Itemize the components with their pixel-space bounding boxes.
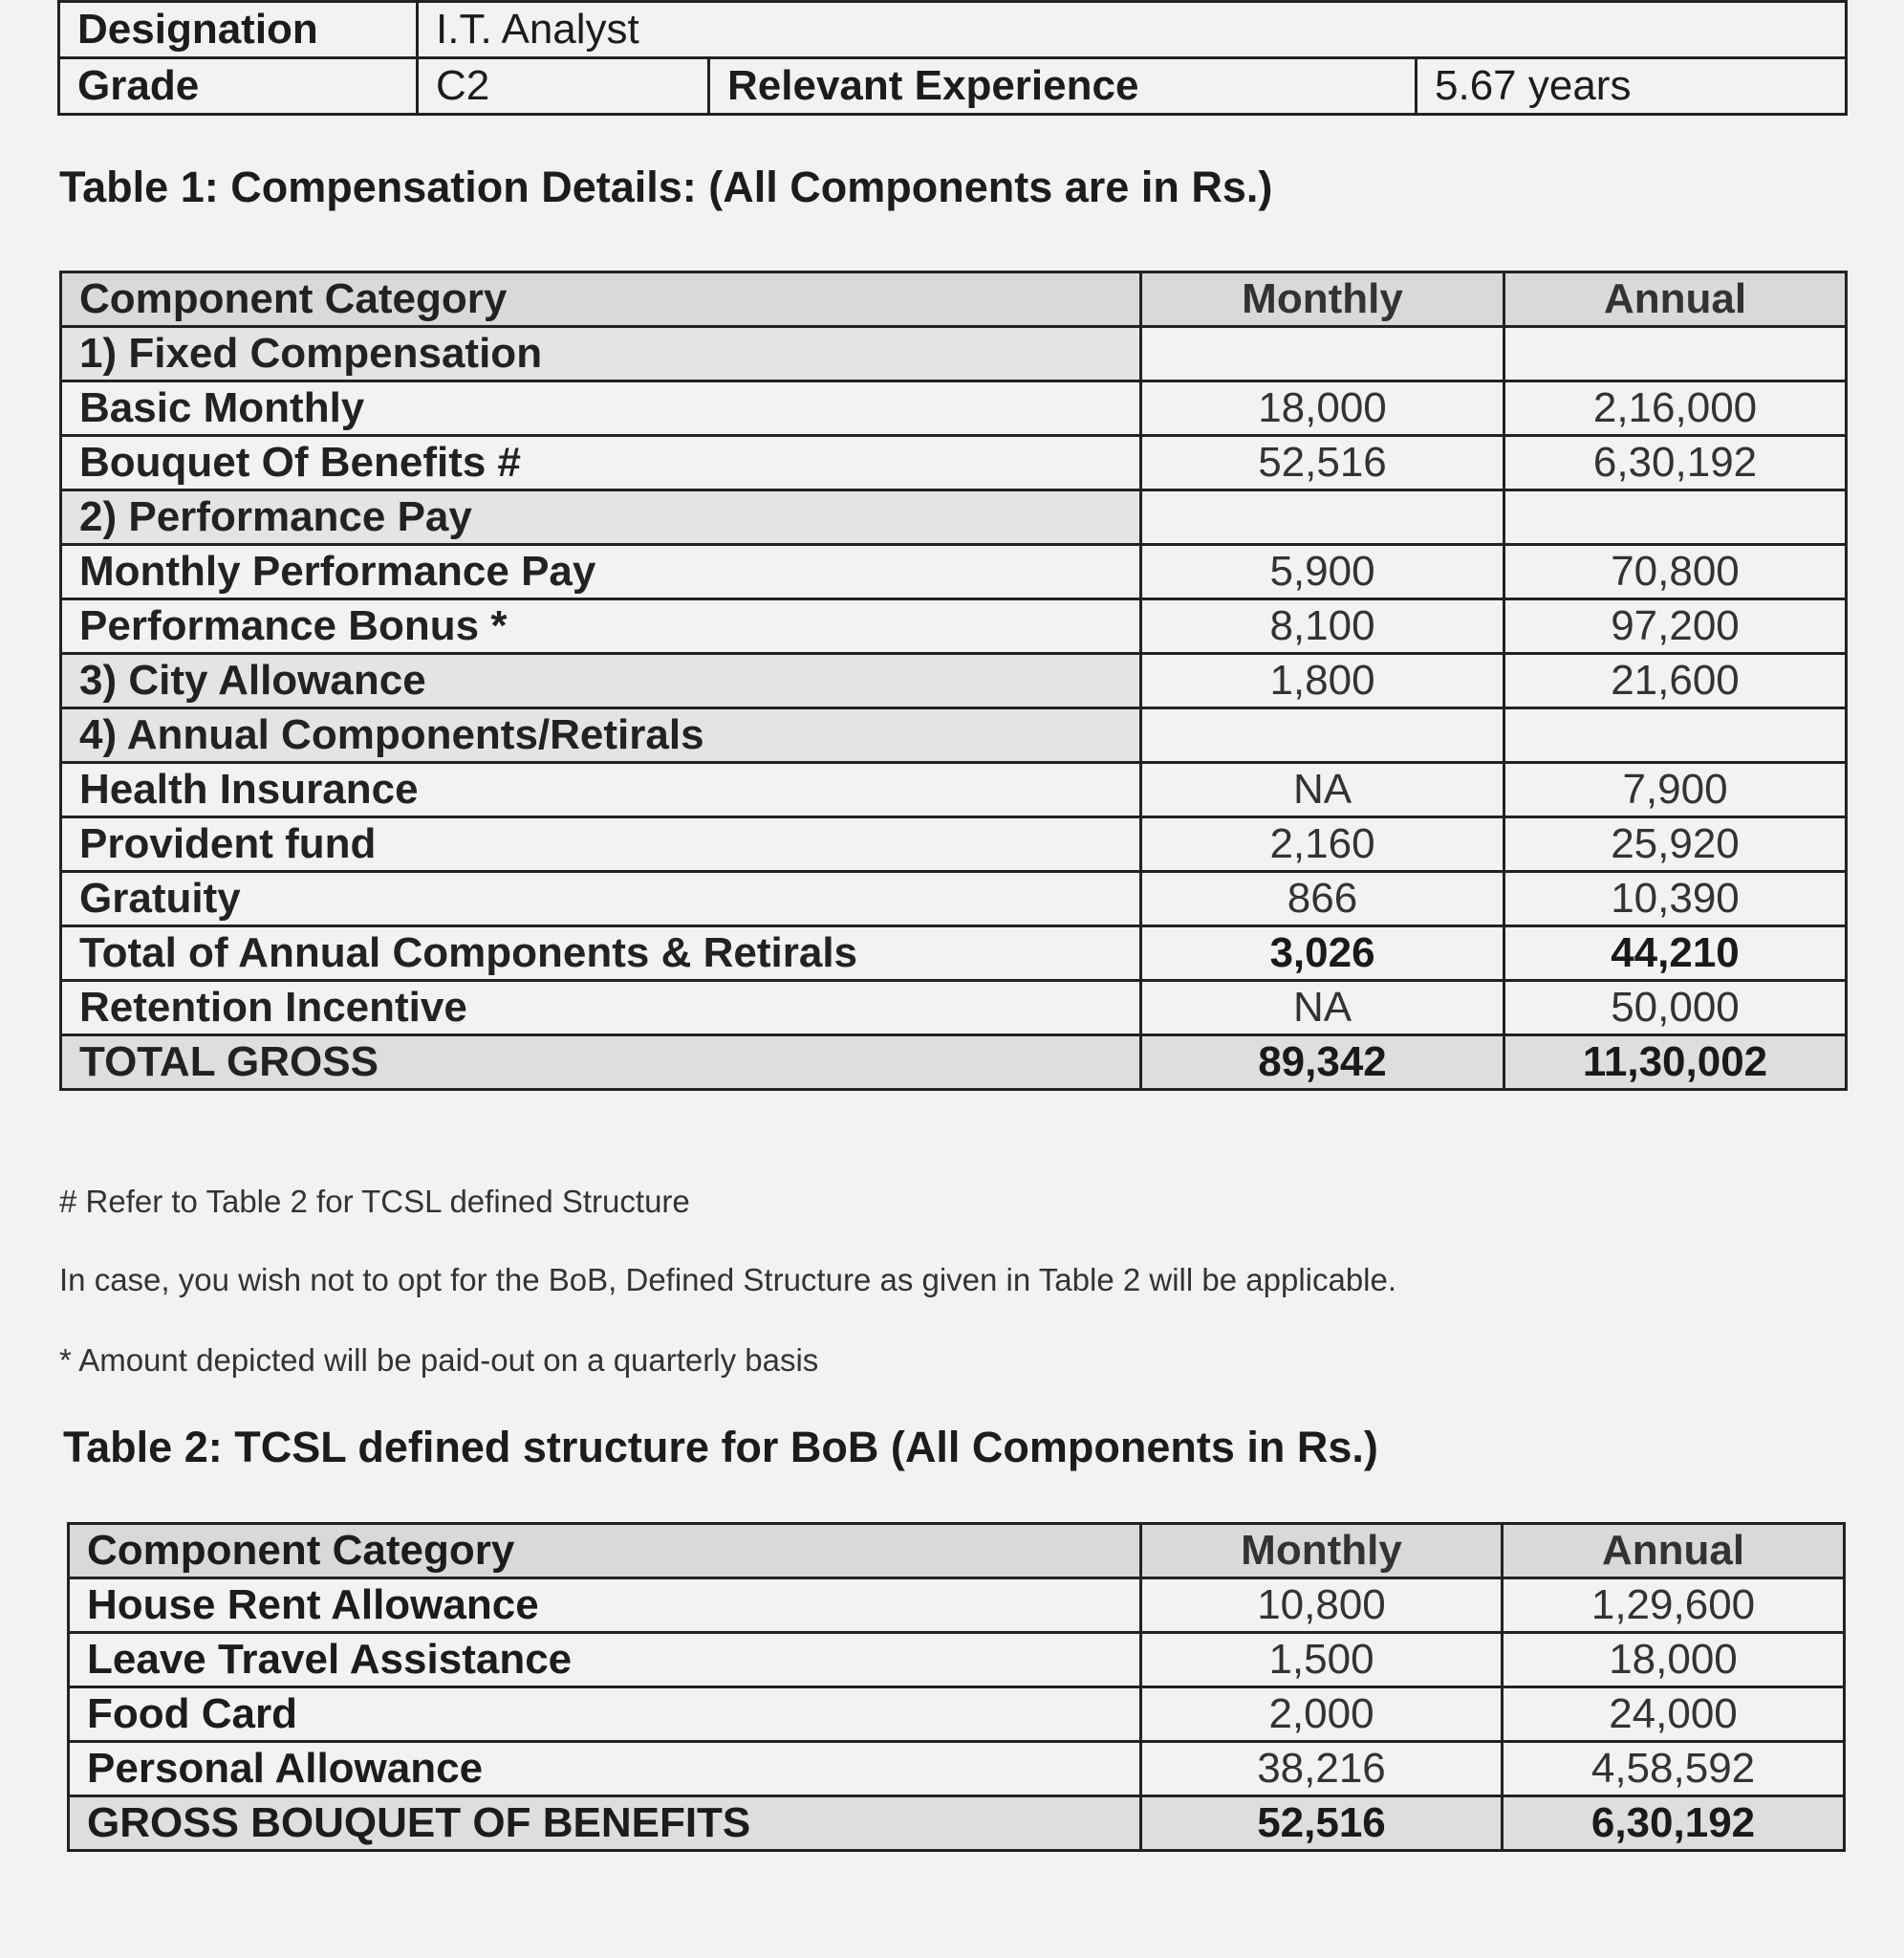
row-category: Gratuity <box>61 872 1141 926</box>
designation-label: Designation <box>59 2 418 58</box>
row-monthly: 18,000 <box>1141 381 1504 436</box>
footnote-refer: # Refer to Table 2 for TCSL defined Structure <box>59 1184 690 1219</box>
row-monthly: 52,516 <box>1141 1796 1503 1851</box>
row-annual: 1,29,600 <box>1503 1578 1845 1633</box>
row-monthly <box>1141 490 1504 545</box>
row-monthly: 52,516 <box>1141 436 1504 490</box>
row-annual: 6,30,192 <box>1503 1796 1845 1851</box>
row-category: 1) Fixed Compensation <box>61 327 1141 381</box>
table1-caption: Table 1: Compensation Details: (All Components are in Rs.) <box>59 163 1273 211</box>
row-category: 4) Annual Components/Retirals <box>61 708 1141 763</box>
row-monthly: 1,800 <box>1141 654 1504 708</box>
row-monthly: 1,500 <box>1141 1633 1503 1687</box>
row-category: Bouquet Of Benefits # <box>61 436 1141 490</box>
row-annual: 18,000 <box>1503 1633 1845 1687</box>
row-annual: 6,30,192 <box>1504 436 1847 490</box>
row-category: Health Insurance <box>61 763 1141 817</box>
row-category: House Rent Allowance <box>69 1578 1141 1633</box>
employee-info-table <box>57 0 1848 116</box>
column-header-category: Component Category <box>61 272 1141 327</box>
table-row <box>61 436 1847 490</box>
row-monthly <box>1141 708 1504 763</box>
row-monthly: 38,216 <box>1141 1742 1503 1796</box>
row-annual: 97,200 <box>1504 599 1847 654</box>
row-annual: 11,30,002 <box>1504 1035 1847 1090</box>
row-annual: 21,600 <box>1504 654 1847 708</box>
table-row <box>61 327 1847 381</box>
designation-value: I.T. Analyst <box>418 2 1847 58</box>
designation-row <box>59 2 1847 58</box>
row-monthly: 866 <box>1141 872 1504 926</box>
row-monthly: 5,900 <box>1141 545 1504 599</box>
table-row <box>61 545 1847 599</box>
table-header-row <box>61 272 1847 327</box>
experience-value: 5.67 years <box>1417 58 1847 115</box>
table-row <box>61 490 1847 545</box>
table-row <box>61 926 1847 981</box>
table-row <box>61 872 1847 926</box>
footnote-bob-opt-out: In case, you wish not to opt for the BoB, Defined Structure as given in Table 2 will be applicable. <box>59 1262 1397 1297</box>
footnote-quarterly: * Amount depicted will be paid-out on a quarterly basis <box>59 1342 819 1378</box>
row-category: Total of Annual Components & Retirals <box>61 926 1141 981</box>
compensation-table <box>59 271 1848 1091</box>
table-row <box>61 599 1847 654</box>
table-row <box>61 654 1847 708</box>
table-row <box>61 763 1847 817</box>
table-row <box>69 1633 1845 1687</box>
table-header-row <box>69 1524 1845 1578</box>
row-annual: 44,210 <box>1504 926 1847 981</box>
table-row <box>69 1742 1845 1796</box>
row-category: Basic Monthly <box>61 381 1141 436</box>
row-annual: 25,920 <box>1504 817 1847 872</box>
row-category: Monthly Performance Pay <box>61 545 1141 599</box>
column-header-monthly: Monthly <box>1141 272 1504 327</box>
table2-caption: Table 2: TCSL defined structure for BoB (All Components in Rs.) <box>63 1423 1378 1471</box>
experience-label: Relevant Experience <box>709 58 1417 115</box>
row-category: TOTAL GROSS <box>61 1035 1141 1090</box>
column-header-annual: Annual <box>1503 1524 1845 1578</box>
row-annual: 70,800 <box>1504 545 1847 599</box>
row-category: Retention Incentive <box>61 981 1141 1035</box>
table-row <box>69 1687 1845 1742</box>
gross-bob-row <box>69 1796 1845 1851</box>
row-monthly: 10,800 <box>1141 1578 1503 1633</box>
row-monthly: 2,160 <box>1141 817 1504 872</box>
row-category: 2) Performance Pay <box>61 490 1141 545</box>
row-annual: 2,16,000 <box>1504 381 1847 436</box>
row-monthly: 8,100 <box>1141 599 1504 654</box>
row-annual <box>1504 327 1847 381</box>
table-row <box>61 381 1847 436</box>
row-category: 3) City Allowance <box>61 654 1141 708</box>
grade-row <box>59 58 1847 115</box>
row-monthly: NA <box>1141 763 1504 817</box>
table-row <box>61 708 1847 763</box>
row-category: Performance Bonus * <box>61 599 1141 654</box>
row-monthly: 89,342 <box>1141 1035 1504 1090</box>
table-row <box>69 1578 1845 1633</box>
row-monthly: NA <box>1141 981 1504 1035</box>
table-row <box>61 981 1847 1035</box>
row-annual: 10,390 <box>1504 872 1847 926</box>
grade-label: Grade <box>59 58 418 115</box>
row-category: Food Card <box>69 1687 1141 1742</box>
row-annual <box>1504 708 1847 763</box>
row-category: Provident fund <box>61 817 1141 872</box>
total-gross-row <box>61 1035 1847 1090</box>
row-monthly: 2,000 <box>1141 1687 1503 1742</box>
bob-structure-table <box>67 1522 1846 1852</box>
row-annual: 24,000 <box>1503 1687 1845 1742</box>
row-annual: 7,900 <box>1504 763 1847 817</box>
column-header-category: Component Category <box>69 1524 1141 1578</box>
row-category: GROSS BOUQUET OF BENEFITS <box>69 1796 1141 1851</box>
table-row <box>61 817 1847 872</box>
row-monthly <box>1141 327 1504 381</box>
row-annual: 50,000 <box>1504 981 1847 1035</box>
row-category: Personal Allowance <box>69 1742 1141 1796</box>
row-monthly: 3,026 <box>1141 926 1504 981</box>
grade-value: C2 <box>418 58 709 115</box>
row-annual <box>1504 490 1847 545</box>
row-category: Leave Travel Assistance <box>69 1633 1141 1687</box>
row-annual: 4,58,592 <box>1503 1742 1845 1796</box>
column-header-monthly: Monthly <box>1141 1524 1503 1578</box>
column-header-annual: Annual <box>1504 272 1847 327</box>
